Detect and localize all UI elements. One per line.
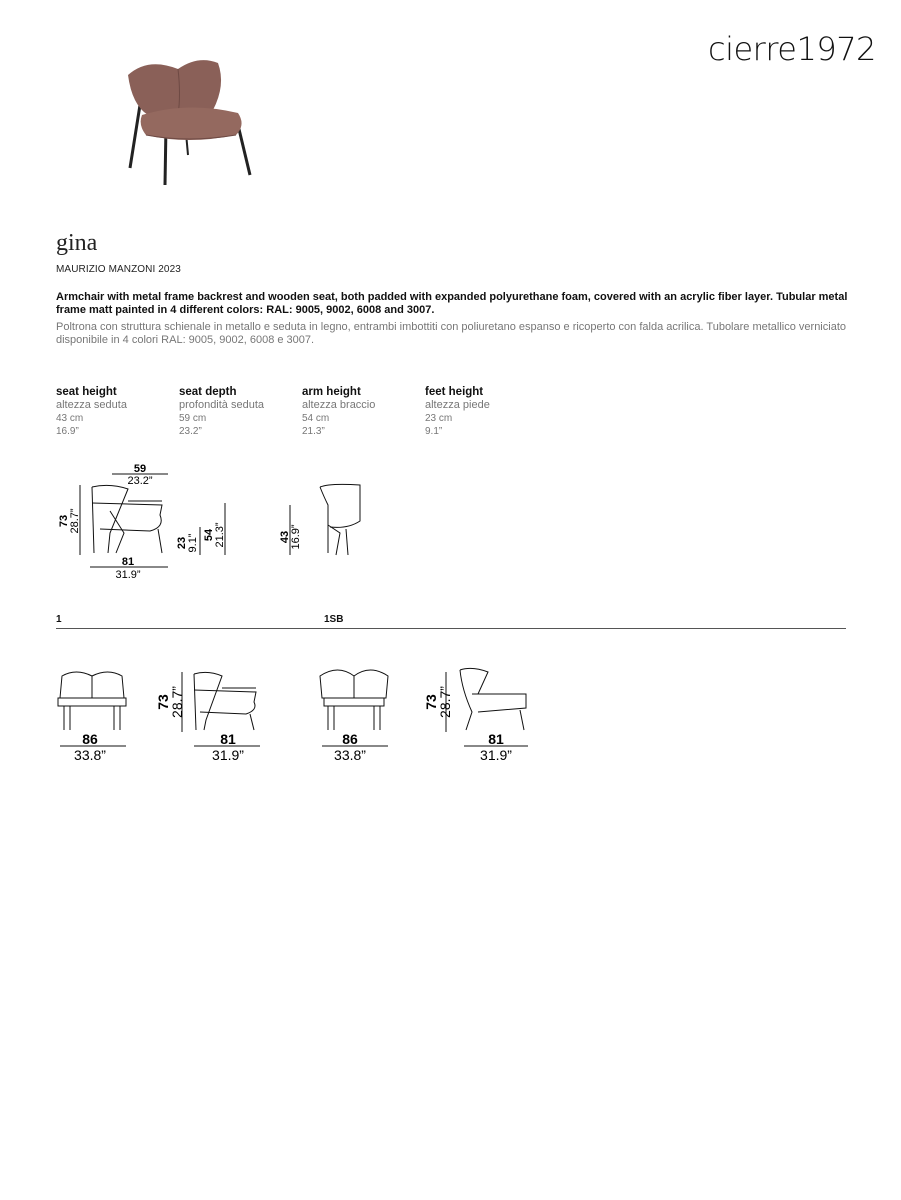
v1-height-cm: 73 — [155, 694, 171, 710]
v1-length-cm: 81 — [220, 731, 236, 747]
designer-credit: MAURIZIO MANZONI 2023 — [56, 264, 181, 275]
spec-inch: 23.2” — [179, 426, 202, 437]
spec-label-en: seat depth — [179, 386, 237, 398]
product-photo — [118, 55, 268, 190]
brand-logo: cierre1972 — [708, 30, 876, 68]
spec-label-it: altezza piede — [425, 399, 490, 411]
v1sb-height-inch: 28.7” — [437, 686, 453, 718]
feet-inch-label: 9.1” — [187, 533, 199, 553]
description-italian: Poltrona con struttura schienale in metallo e seduta in legno, entrambi imbottiti con poliuretano espanso e ricoperto con falda acrilica. Tubolare metallico verniciato disponibile in 4 colori RAL: 9005, 9002, 6008 e 3007. — [56, 321, 846, 346]
arm-cm-label: 54 — [203, 528, 215, 542]
seat-inch-label: 16.9” — [290, 524, 302, 550]
variant-1sb-diagram — [312, 660, 542, 770]
depth-inch-label: 23.2” — [127, 475, 153, 487]
seat-cm-label: 43 — [279, 530, 291, 544]
spec-cm: 23 cm — [425, 413, 453, 424]
spec-cm: 59 cm — [179, 413, 207, 424]
v1-width-cm: 86 — [82, 731, 98, 747]
v1sb-length-cm: 81 — [488, 731, 504, 747]
feet-cm-label: 23 — [176, 536, 188, 550]
product-name: gina — [56, 230, 98, 256]
variant-1-diagram — [50, 660, 280, 770]
spec-inch: 21.3” — [302, 426, 325, 437]
spec-label-it: altezza seduta — [56, 399, 127, 411]
spec-feet-height — [425, 386, 490, 438]
length-inch-label: 31.9” — [115, 569, 141, 581]
spec-inch: 16.9” — [56, 426, 79, 437]
spec-label-en: seat height — [56, 386, 117, 398]
spec-label-en: feet height — [425, 386, 484, 398]
v1-width-inch: 33.8” — [74, 747, 106, 763]
v1sb-width-inch: 33.8” — [334, 747, 366, 763]
spec-label-it: profondità seduta — [179, 399, 265, 411]
spec-inch: 9.1” — [425, 426, 443, 437]
spec-cm: 43 cm — [56, 413, 84, 424]
spec-label-it: altezza braccio — [302, 399, 376, 411]
spec-label-en: arm height — [302, 386, 361, 398]
v1sb-height-cm: 73 — [423, 694, 439, 710]
spec-arm-height — [302, 386, 375, 438]
depth-cm-label: 59 — [133, 463, 147, 475]
spec-cm: 54 cm — [302, 413, 330, 424]
dimension-diagram — [50, 455, 380, 595]
height-cm-label: 73 — [58, 514, 70, 528]
description-english: Armchair with metal frame backrest and wooden seat, both padded with expanded polyurethane foam, covered with an acrylic fiber layer. Tubular metal frame matt painted in 4 different colors: RAL: 9005, 9002, 6008 and 3007. — [56, 291, 848, 316]
v1-height-inch: 28.7” — [169, 686, 185, 718]
v1sb-width-cm: 86 — [342, 731, 358, 747]
variant-code-1sb: 1SB — [324, 614, 344, 625]
spec-seat-height — [56, 386, 127, 438]
v1-length-inch: 31.9” — [212, 747, 244, 763]
height-inch-label: 28.7” — [69, 508, 81, 534]
length-cm-label: 81 — [121, 556, 135, 568]
section-divider — [56, 628, 846, 629]
variant-code-1: 1 — [56, 614, 62, 625]
v1sb-length-inch: 31.9” — [480, 747, 512, 763]
spec-seat-depth — [179, 386, 264, 438]
arm-inch-label: 21.3” — [214, 522, 226, 548]
